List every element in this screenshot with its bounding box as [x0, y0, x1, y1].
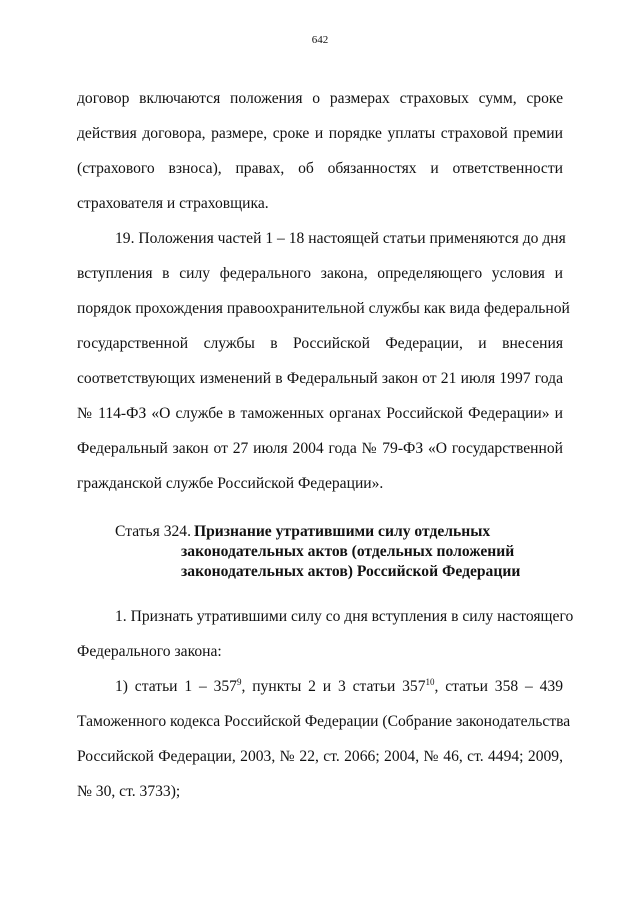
text-line: вступления в силу федерального закона, определяющего условия и: [77, 265, 563, 282]
text-line: гражданской службе Российской Федерации».: [77, 475, 384, 492]
text-line: № 30, ст. 3733);: [77, 783, 181, 800]
text-line: порядок прохождения правоохранительной службы как вида федеральной: [77, 300, 570, 317]
text-line: действия договора, размере, сроке и порядке уплаты страховой премии: [77, 125, 563, 142]
item-text: , пункты 2 и 3 статьи 357: [241, 678, 426, 695]
item-text: , статьи 358 – 439: [434, 678, 563, 695]
text-line: № 114-ФЗ «О службе в таможенных органах Российской Федерации» и: [77, 405, 563, 422]
text-line: договор включаются положения о размерах страховых сумм, сроке: [77, 90, 563, 107]
text-line: 1. Признать утратившими силу со дня вступления в силу настоящего: [115, 608, 574, 625]
article-title-line: Признание утратившими силу отдельных: [194, 523, 491, 540]
text-line: государственной службы в Российской Федерации, и внесения: [77, 335, 563, 352]
item-text: 1) статьи 1 – 357: [115, 678, 237, 695]
article-number: Статья 324.: [115, 523, 192, 540]
text-line: Российской Федерации, 2003, № 22, ст. 2066; 2004, № 46, ст. 4494; 2009,: [77, 748, 563, 765]
superscript: 10: [425, 677, 435, 687]
text-line: Таможенного кодекса Российской Федерации (Собрание законодательства: [77, 713, 571, 730]
text-line: страхователя и страховщика.: [77, 195, 269, 212]
text-line: Федерального закона:: [77, 643, 222, 660]
text-line: [115, 677, 563, 697]
text-line: 19. Положения частей 1 – 18 настоящей статьи применяются до дня: [115, 230, 566, 247]
text-line: (страхового взноса), правах, об обязанностях и ответственности: [77, 160, 563, 177]
article-title-line: законодательных актов) Российской Федерации: [181, 563, 521, 580]
article-title-line: законодательных актов (отдельных положений: [181, 543, 515, 560]
text-line: соответствующих изменений в Федеральный закон от 21 июля 1997 года: [77, 370, 563, 387]
page-number: 642: [311, 34, 329, 46]
text-line: Федеральный закон от 27 июля 2004 года № 79-ФЗ «О государственной: [77, 440, 563, 457]
superscript: 9: [236, 677, 242, 687]
